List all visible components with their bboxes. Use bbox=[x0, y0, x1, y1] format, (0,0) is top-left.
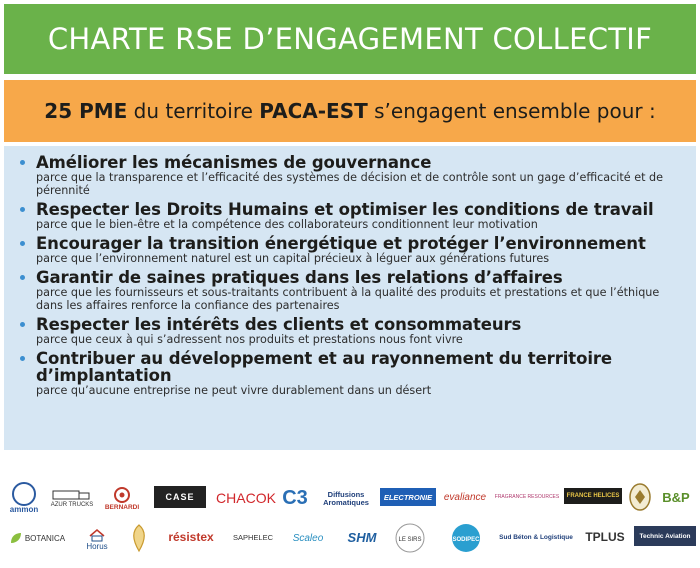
commitment-title: Encourager la transition énergétique et protéger l’environnement bbox=[36, 234, 646, 253]
c3-label: C3 bbox=[282, 486, 308, 509]
emblem-icon bbox=[128, 523, 150, 553]
logo-saphelec bbox=[226, 526, 280, 548]
commitment-item bbox=[18, 154, 686, 197]
bp-label: B&P bbox=[662, 489, 690, 505]
resistex-label: résistex bbox=[168, 530, 214, 544]
commitment-reason: parce que l’environnement naturel est un capital précieux à léguer aux générations futures bbox=[36, 252, 550, 265]
bernardi-label: BERNARDI bbox=[104, 503, 140, 511]
electronie-label: ELECTRONIE bbox=[383, 492, 433, 502]
bullet-icon bbox=[20, 241, 25, 246]
le-sirs-badge-icon bbox=[394, 522, 426, 554]
commitment-reason: parce qu’aucune entreprise ne peut vivre durablement dans un désert bbox=[36, 384, 432, 397]
commitment-item bbox=[18, 269, 686, 312]
commitment-title: Respecter les Droits Humains et optimiser les conditions de travail bbox=[36, 200, 654, 219]
bernardi-emblem-icon bbox=[112, 486, 132, 504]
crest-icon bbox=[628, 482, 652, 512]
bullet-icon bbox=[20, 356, 25, 361]
horus-label: Horus bbox=[86, 541, 108, 551]
logo-le-sirs bbox=[392, 520, 428, 556]
logo-shm bbox=[342, 522, 382, 552]
taplus-label: TPLUS bbox=[585, 530, 625, 544]
azur-trucks-label: AZUR TRUCKS bbox=[50, 502, 94, 508]
commitment-reason: parce que le bien-être et la compétence des collaborateurs conditionnent leur motivation bbox=[36, 218, 538, 231]
logo-chacok bbox=[216, 486, 276, 510]
sodipec-circle-icon bbox=[448, 522, 484, 554]
evaliance-label: evaliance bbox=[443, 491, 487, 503]
ammon-logo-mark bbox=[5, 481, 43, 515]
bullet-icon bbox=[20, 322, 25, 327]
logo-diffusions-aromatiques bbox=[316, 484, 376, 514]
shm-label: SHM bbox=[347, 529, 377, 545]
commitment-item bbox=[18, 201, 686, 231]
logo-resistex bbox=[162, 524, 220, 550]
logo-fragrance-resources bbox=[494, 486, 560, 508]
commitment-reason: parce que ceux à qui s’adressent nos produits et prestations nous font vivre bbox=[36, 333, 463, 346]
logo-botanica bbox=[4, 526, 70, 550]
logo-taplus bbox=[584, 522, 626, 552]
chacok-label: CHACOK bbox=[216, 490, 276, 506]
logo-bp bbox=[656, 482, 696, 512]
commitment-title: Contribuer au développement et au rayonnement du territoire d’implantation bbox=[36, 349, 613, 385]
le-sirs-label: LE SIRS bbox=[398, 537, 422, 543]
logo-bernardi bbox=[102, 480, 142, 516]
bullet-icon bbox=[20, 207, 25, 212]
logo-sodipec bbox=[444, 520, 488, 556]
sud-beton-label: Sud Béton & Logistique bbox=[499, 533, 573, 541]
logo-evaliance bbox=[440, 484, 490, 510]
partner-logos bbox=[4, 470, 696, 564]
logo-sud-beton bbox=[496, 526, 576, 548]
france-helices-label: FRANCE HELICES bbox=[566, 493, 620, 499]
logo-horus bbox=[80, 522, 114, 556]
commitment-item bbox=[18, 350, 686, 397]
truck-icon bbox=[52, 488, 92, 502]
commitment-title: Garantir de saines pratiques dans les relations d’affaires bbox=[36, 268, 563, 287]
saphelec-label: SAPHELEC bbox=[232, 532, 274, 542]
logo-c3 bbox=[280, 480, 310, 516]
commitment-reason: parce que les fournisseurs et sous-traitants contribuent à la qualité des produits et prestations et que l’éthique dans les affaires renforce la confiance des partenaires bbox=[36, 286, 660, 312]
subtitle-line bbox=[44, 99, 655, 123]
bullet-icon bbox=[20, 160, 25, 165]
logo-emblem bbox=[124, 520, 154, 556]
commitment-item bbox=[18, 235, 686, 265]
fragrance-label: FRAGRANCE RESOURCES bbox=[494, 494, 560, 500]
subtitle-text-2: s’engagent ensemble pour : bbox=[367, 99, 656, 123]
case-label: CASE bbox=[165, 492, 195, 502]
botanica-label: BOTANICA bbox=[24, 533, 66, 543]
commitment-item bbox=[18, 316, 686, 346]
logo-france-helices bbox=[564, 488, 622, 504]
logo-ammon bbox=[4, 480, 44, 516]
logo-scaleo bbox=[286, 524, 330, 552]
commitment-title: Respecter les intérêts des clients et consommateurs bbox=[36, 315, 522, 334]
title-banner bbox=[4, 4, 696, 74]
sodipec-label: SODIPEC bbox=[452, 537, 480, 543]
region-name: PACA-EST bbox=[259, 99, 368, 123]
logo-azur-trucks bbox=[50, 482, 94, 514]
commitments-list bbox=[4, 146, 696, 450]
subtitle-banner bbox=[4, 80, 696, 142]
horus-house-icon bbox=[88, 528, 106, 542]
page-title: CHARTE RSE D’ENGAGEMENT COLLECTIF bbox=[47, 22, 653, 56]
leaf-icon bbox=[9, 531, 23, 545]
logo-technic-aviation bbox=[634, 526, 696, 546]
ammon-label: ammon bbox=[9, 505, 39, 514]
commitment-reason: parce que la transparence et l’efficacité des systèmes de décision et de contrôle sont un gage d’efficacité et de pérennité bbox=[36, 171, 664, 197]
commitment-title: Améliorer les mécanismes de gouvernance bbox=[36, 153, 432, 172]
bullet-icon bbox=[20, 275, 25, 280]
logo-case bbox=[154, 486, 206, 508]
logo-electronie bbox=[380, 488, 436, 506]
diffusions-label: Diffusions Aromatiques bbox=[323, 490, 369, 507]
subtitle-text-1: du territoire bbox=[127, 99, 260, 123]
pme-count: 25 PME bbox=[44, 99, 128, 123]
scaleo-label: Scaleo bbox=[292, 532, 324, 544]
logo-crest bbox=[626, 480, 654, 514]
technic-aviation-label: Technic Aviation bbox=[639, 532, 691, 540]
